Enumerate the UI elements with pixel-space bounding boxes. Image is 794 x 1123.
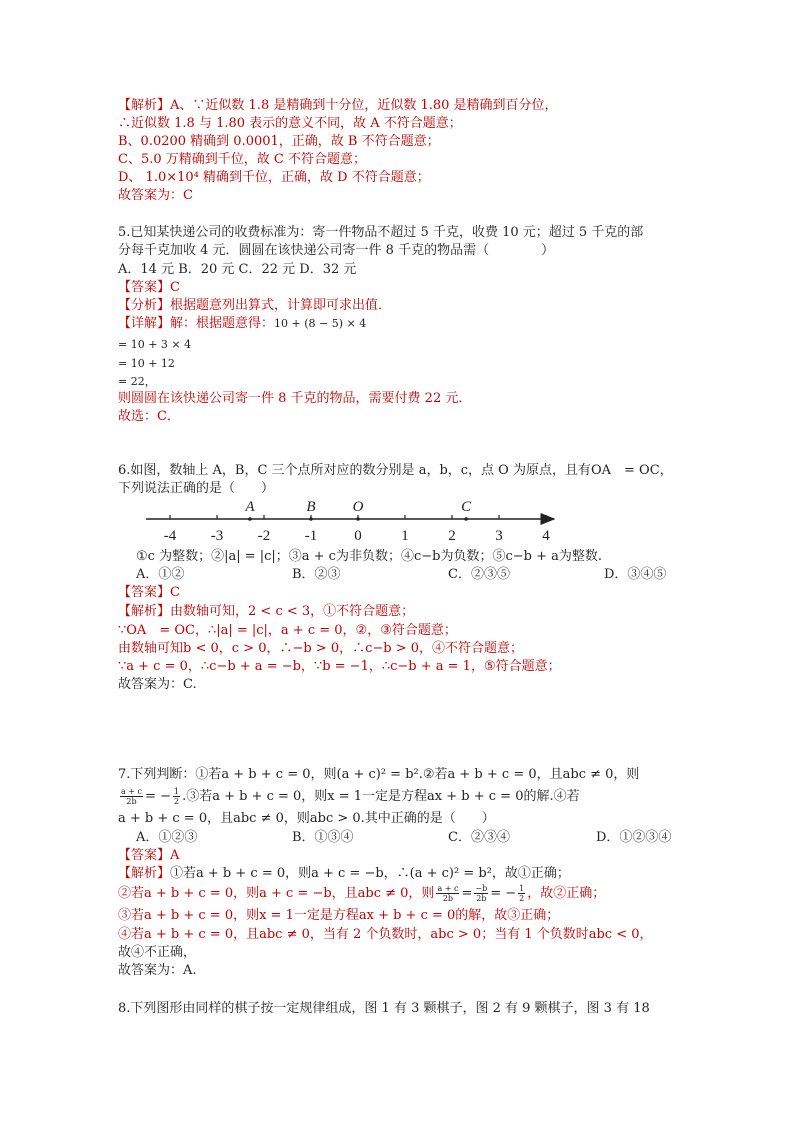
- q7-stem-line-3: a + b + c = 0，且abc ≠ 0，则abc > 0.其中正确的是（ ）: [118, 811, 495, 826]
- q7-analysis-fraction-1: $\frac{a + c}{2b}$: [437, 884, 459, 903]
- number-line-point: [309, 517, 313, 521]
- number-line-tick-label: 2: [448, 528, 456, 544]
- q7-option-b: B．①③④: [292, 830, 354, 845]
- q7-analysis-fraction-3: $\frac{1}{2}$: [519, 884, 525, 903]
- q5-answer: 【答案】C: [118, 280, 180, 295]
- q5-options: A．14 元 B．20 元 C．22 元 D．32 元: [118, 262, 357, 277]
- number-line-figure: [140, 495, 570, 547]
- q5-step-1: = 10 + 3 × 4: [118, 338, 192, 351]
- q4-analysis-line-1: 【解析】A、∵近似数 1.8 是精确到十分位，近似数 1.80 是精确到百分位，: [118, 98, 558, 113]
- number-line-tick-label: 4: [542, 528, 550, 544]
- q5-stem-line-1: 5.已知某快递公司的收费标准为：寄一件物品不超过 5 千克，收费 10 元；超过 5 千克的部: [118, 225, 644, 240]
- number-line-point-label: A: [245, 499, 255, 515]
- q5-choose: 故选：C．: [118, 409, 180, 424]
- q6-analysis-line-1: 【解析】由数轴可知，2 < c < 3，①不符合题意；: [118, 604, 415, 619]
- q5-step-2: = 10 + 12: [118, 357, 175, 370]
- q6-stem-line-1: 6.如图，数轴上 A，B，C 三个点所对应的数分别是 a，b，c，点 O 为原点，且有OA = OC，: [118, 463, 673, 478]
- q5-step-3: = 22，: [118, 375, 156, 388]
- q4-analysis-line-2: ∴近似数 1.8 与 1.80 表示的意义不同，故 A 不符合题意；: [118, 116, 462, 131]
- number-line-tick-label: 1: [401, 528, 409, 544]
- q7-analysis-fraction-2: $\frac{-b}{2b}$: [475, 884, 488, 903]
- q4-analysis-line-3: B、0.0200 精确到 0.0001，正确，故 B 不符合题意；: [118, 134, 440, 149]
- q6-analysis-line-3: 由数轴可知b < 0，c > 0，∴−b > 0，∴c−b > 0，④不符合题意；: [118, 641, 524, 656]
- q4-analysis-line-5: D、 1.0×10⁴ 精确到千位，正确，故 D 不符合题意；: [118, 170, 430, 185]
- number-line-point-label: B: [306, 499, 316, 515]
- number-line-tick-label: -3: [210, 528, 224, 544]
- q5-analysis: 【分析】根据题意列出算式，计算即可求出值．: [118, 298, 392, 313]
- number-line-point-label: O: [352, 499, 364, 515]
- number-line-tick-label: 0: [354, 528, 362, 544]
- q6-answer-line: 故答案为：C.: [118, 677, 197, 692]
- q8-stem-line-1: 8.下列图形由同样的棋子按一定规律组成，图 1 有 3 颗棋子，图 2 有 9 颗棋子，图 3 有 18: [118, 1001, 650, 1016]
- number-line-tick-label: -2: [257, 528, 271, 544]
- q5-detail: 【详解】解：根据题意得：10 + (8 − 5) × 4: [118, 316, 367, 331]
- number-line-point-label: C: [461, 499, 472, 515]
- q7-option-c: C．②③④: [448, 830, 510, 845]
- q6-option-c: C．②③⑤: [448, 567, 510, 582]
- q7-option-d: D．①②③④: [596, 830, 672, 845]
- q5-stem-line-2: 分每千克加收 4 元．圆圆在该快递公司寄一件 8 千克的物品需（ ）: [118, 243, 555, 258]
- number-line-tick-label: -4: [163, 528, 177, 544]
- q6-option-b: B．②③: [292, 567, 341, 582]
- q7-analysis-line-2: ②若a + b + c = 0，则a + c = −b，且abc ≠ 0，则 $\frac{a + c}{2b}$ = $\frac{-b}{2b}$ = − $\frac{1}{2}$ ，故②正确；: [118, 884, 606, 903]
- q7-stem-line-2: $\frac{a + c}{2b}$ = − $\frac{1}{2}$ .③若a + b + c = 0，则x = 1一定是方程ax + b + c = 0的解.④若: [121, 787, 580, 806]
- q6-statements: ①c 为整数；②|a| = |c|；③a + c为非负数；④c−b为负数；⑤c−b + a为整数.: [136, 549, 602, 564]
- number-line-point: [356, 517, 360, 521]
- q6-option-a: A．①②: [136, 567, 185, 582]
- q6-answer: 【答案】C: [118, 585, 180, 600]
- number-line-point: [248, 517, 252, 521]
- q6-option-d: D．③④⑤: [604, 567, 667, 582]
- q7-analysis-line-3: ③若a + b + c = 0，则x = 1一定是方程ax + b + c = 0的解，故③正确；: [118, 908, 560, 923]
- q5-conclusion: 则圆圆在该快递公司寄一件 8 千克的物品，需要付费 22 元．: [118, 391, 472, 406]
- q7-answer-line: 故答案为：A.: [118, 963, 197, 978]
- q6-analysis-line-4: ∵a + c = 0，∴c−b + a = −b，∵b = −1，∴c−b + a = 1，⑤符合题意；: [118, 659, 561, 674]
- q4-analysis-line-4: C、5.0 万精确到千位，故 C 不符合题意；: [118, 152, 366, 167]
- number-line-tick-label: 3: [495, 528, 503, 544]
- q7-answer: 【答案】A: [118, 848, 180, 863]
- q7-option-a: A．①②③: [136, 830, 198, 845]
- q7-stem-line-1: 7.下列判断：①若a + b + c = 0，则(a + c)² = b².②若a + b + c = 0，且abc ≠ 0，则: [118, 767, 640, 782]
- q7-analysis-line-4: ④若a + b + c = 0，且abc ≠ 0，当有 2 个负数时，abc > 0；当有 1 个负数时abc < 0，: [118, 927, 653, 942]
- number-line-tick-label: -1: [304, 528, 318, 544]
- number-line-point: [464, 517, 468, 521]
- q6-analysis-line-2: ∵OA = OC，∴|a| = |c|，a + c = 0，②，③符合题意；: [118, 623, 457, 638]
- q7-fraction: $\frac{a + c}{2b}$: [121, 787, 143, 806]
- q6-stem-line-2: 下列说法正确的是（ ）: [118, 481, 275, 496]
- q7-analysis-line-5: 故④不正确，: [118, 945, 197, 960]
- q7-half-fraction: $\frac{1}{2}$: [173, 787, 180, 806]
- q7-analysis-line-1: 【解析】①若a + b + c = 0，则a + c = −b，∴(a + c)² = b²，故①正确；: [118, 866, 570, 881]
- q4-answer-line: 故答案为：C: [118, 188, 193, 203]
